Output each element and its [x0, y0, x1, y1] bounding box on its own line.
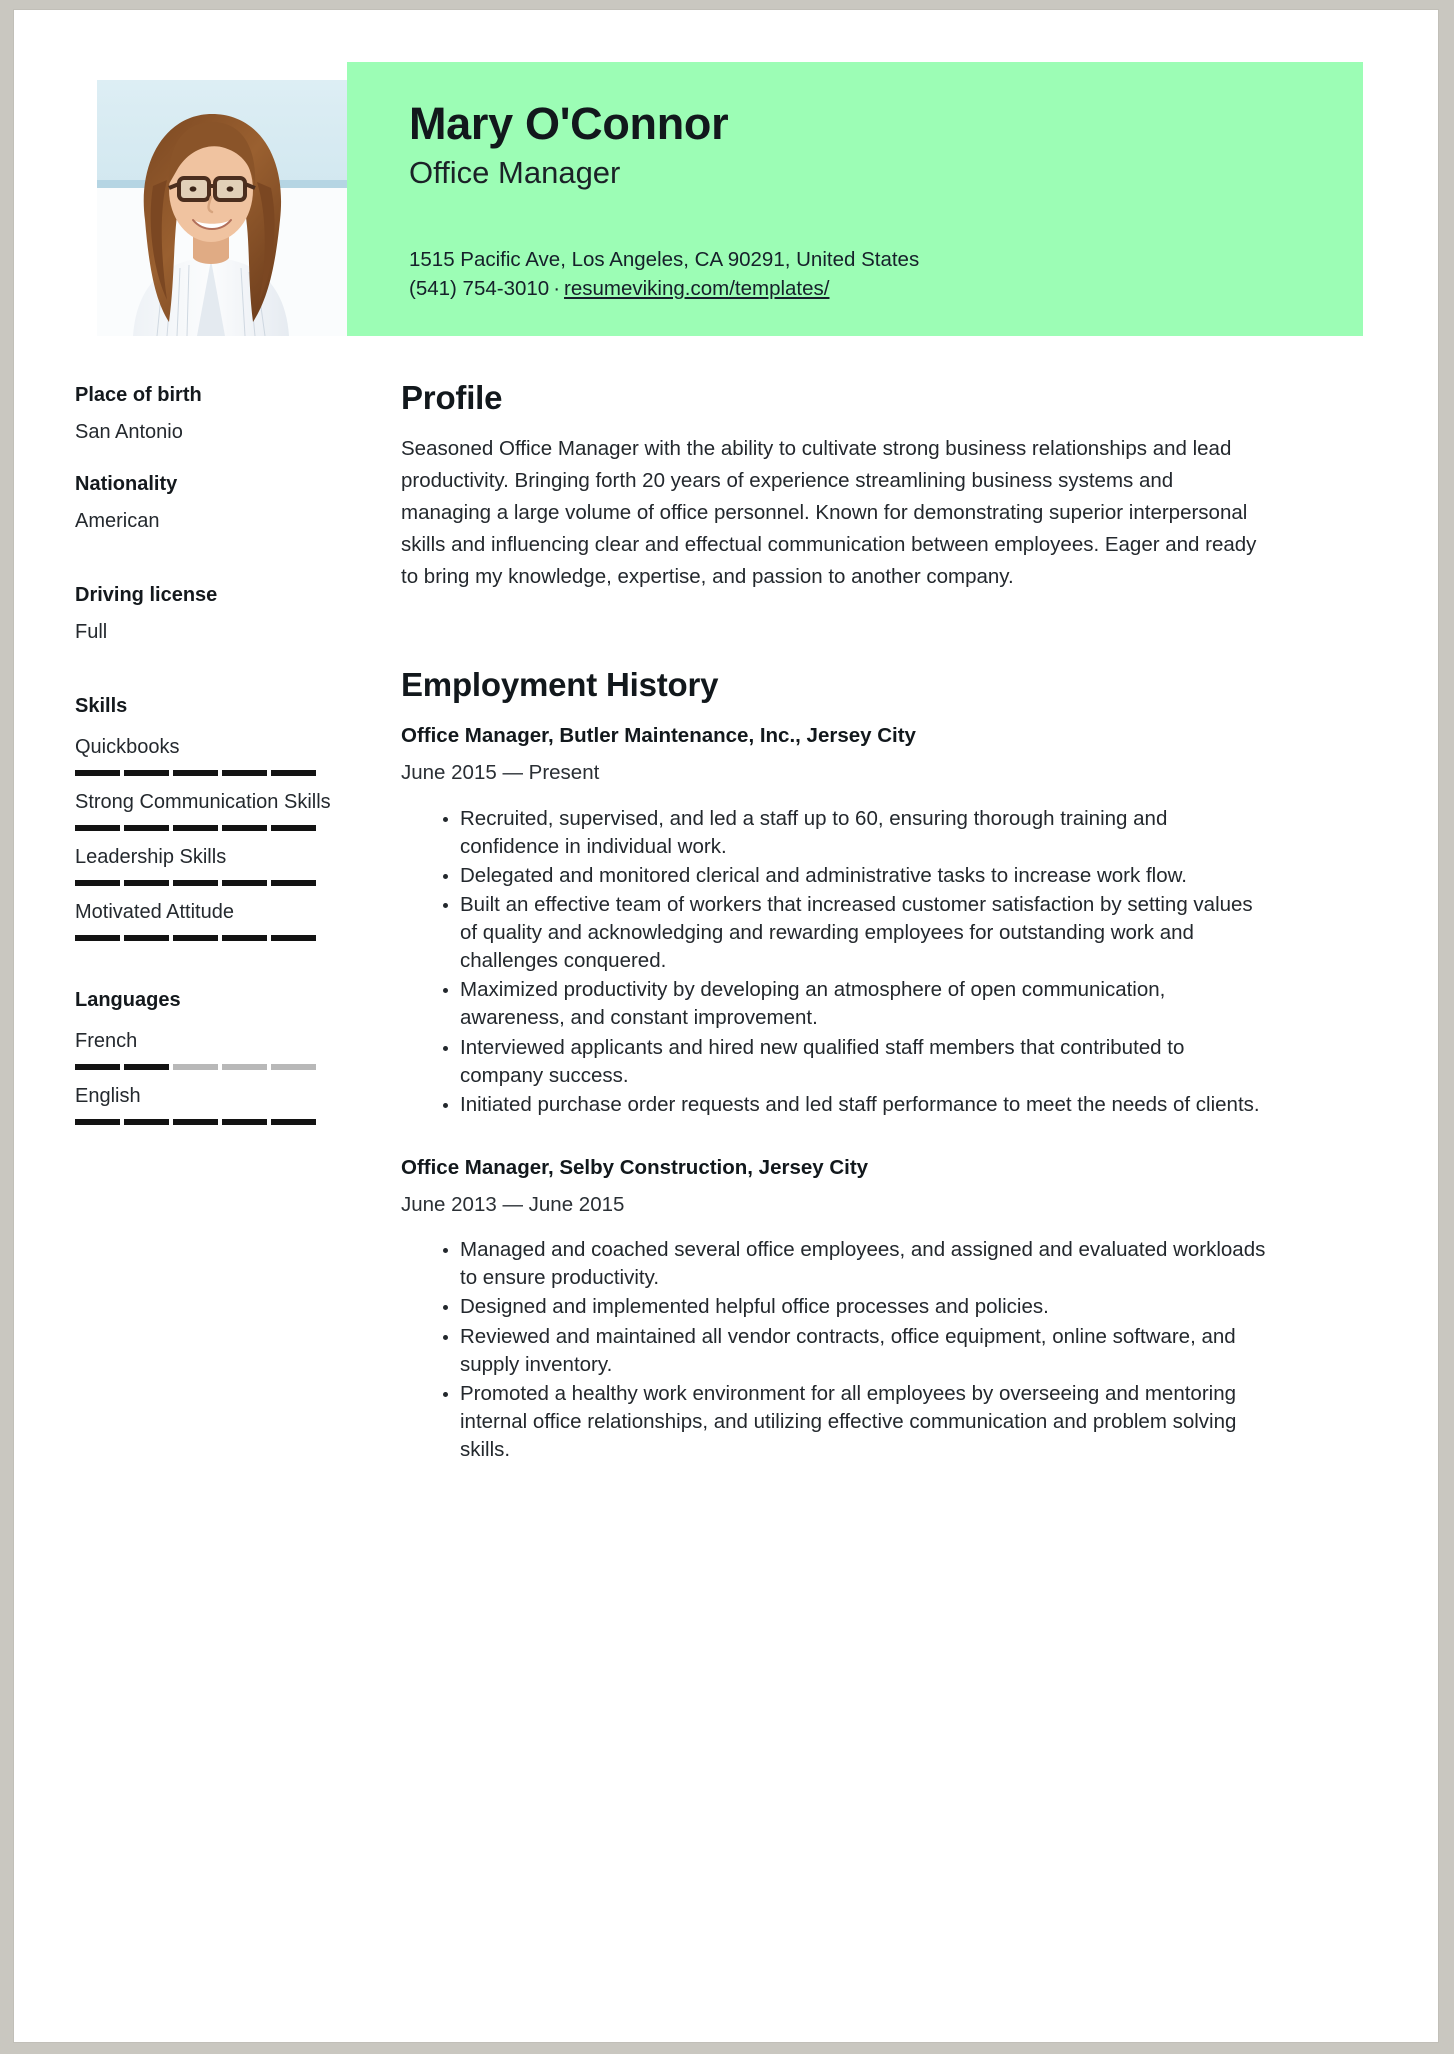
- spacer: [75, 447, 319, 469]
- driving-license-value: Full: [75, 621, 108, 643]
- level-segment: [222, 880, 267, 886]
- profile-heading: Profile: [401, 379, 503, 416]
- skills-level-bar: [75, 770, 316, 776]
- page-title: Mary O'Connor: [409, 98, 729, 149]
- job-bullet: Recruited, supervised, and led a staff up to 60, ensuring thorough training and confidence in individual work.: [443, 805, 1266, 861]
- header-accent-panel: [347, 62, 1363, 336]
- nationality-value: American: [75, 510, 160, 532]
- skills-level-bar: [75, 825, 316, 831]
- skills-name: Quickbooks: [75, 736, 180, 758]
- skills-level-bar: [75, 880, 316, 886]
- level-segment: [271, 935, 316, 941]
- skills-name: Leadership Skills: [75, 846, 227, 868]
- skills-level-bar: [75, 935, 316, 941]
- level-segment: [124, 880, 169, 886]
- detail-driving-license: [75, 580, 319, 647]
- level-segment: [75, 770, 120, 776]
- level-segment: [271, 825, 316, 831]
- level-segment: [271, 1119, 316, 1125]
- job-entry: [401, 1153, 1266, 1464]
- level-segment: [222, 935, 267, 941]
- languages-list: [75, 1027, 319, 1125]
- profile-section: [401, 380, 1266, 593]
- job-entry-date: June 2015 — Present: [401, 761, 600, 785]
- jobs-list: [401, 721, 1266, 1463]
- level-segment: [173, 1119, 218, 1125]
- level-segment: [124, 1119, 169, 1125]
- profile-text: Seasoned Office Manager with the ability to cultivate strong business relationships and lead productivity. Bringing forth 20 years of experience streamlining business systems and managing a large volume of office personnel. Known for demonstrating superior interpersonal skills and influencing clear and effectual communication between employees. Eager and ready to bring my knowledge, expertise, and passion to another company.: [401, 437, 1257, 589]
- level-segment: [271, 880, 316, 886]
- skills-item: [75, 898, 319, 941]
- phone-text: (541) 754-3010: [409, 277, 550, 301]
- job-bullet: Designed and implemented helpful office processes and policies.: [443, 1293, 1266, 1321]
- level-segment: [173, 770, 218, 776]
- level-segment: [222, 825, 267, 831]
- level-segment: [124, 1064, 169, 1070]
- resume-header: [75, 62, 1363, 336]
- contact-separator: ·: [553, 277, 561, 301]
- job-entry: [401, 721, 1266, 1118]
- languages-level-bar: [75, 1119, 316, 1125]
- level-segment: [173, 825, 218, 831]
- spacer: [75, 536, 319, 580]
- skills-item: [75, 788, 331, 831]
- spacer: [401, 593, 1266, 667]
- skills-item: [75, 843, 319, 886]
- level-segment: [124, 825, 169, 831]
- languages-level-bar: [75, 1064, 316, 1070]
- job-title-subtitle: Office Manager: [409, 154, 621, 190]
- nationality-label: Nationality: [75, 473, 178, 495]
- job-entry-title: Office Manager, Selby Construction, Jersey City: [401, 1155, 869, 1179]
- level-segment: [173, 1064, 218, 1070]
- place-of-birth-value: San Antonio: [75, 421, 183, 443]
- job-entry-title: Office Manager, Butler Maintenance, Inc., Jersey City: [401, 724, 916, 748]
- level-segment: [75, 1064, 120, 1070]
- level-segment: [124, 770, 169, 776]
- place-of-birth-label: Place of birth: [75, 384, 202, 406]
- spacer: [75, 647, 319, 691]
- job-bullet: Promoted a healthy work environment for all employees by overseeing and mentoring internal office relationships, and utilizing effective communication and problem solving skills.: [443, 1380, 1266, 1464]
- languages-name: French: [75, 1030, 138, 1052]
- level-segment: [222, 1064, 267, 1070]
- job-bullet: Maximized productivity by developing an atmosphere of open communication, awareness, and constant improvement.: [443, 976, 1266, 1032]
- languages-item: [75, 1027, 319, 1070]
- languages-heading: Languages: [75, 989, 181, 1011]
- job-bullet: Built an effective team of workers that increased customer satisfaction by setting values of quality and acknowledging and rewarding employees for outstanding work and challenges conquered.: [443, 891, 1266, 975]
- level-segment: [271, 1064, 316, 1070]
- level-segment: [173, 935, 218, 941]
- skills-name: Motivated Attitude: [75, 901, 234, 923]
- employment-history-section: [401, 667, 1266, 1464]
- main-content: [401, 380, 1266, 1465]
- skills-section: [75, 691, 331, 941]
- spacer: [75, 941, 319, 985]
- skills-item: [75, 733, 319, 776]
- address-line: 1515 Pacific Ave, Los Angeles, CA 90291, United States: [409, 248, 920, 271]
- skills-heading: Skills: [75, 695, 128, 717]
- resume-sheet: [14, 10, 1438, 2042]
- job-bullet: Managed and coached several office employees, and assigned and evaluated workloads to ensure productivity.: [443, 1236, 1266, 1292]
- profile-photo-illustration: [75, 62, 347, 336]
- languages-name: English: [75, 1085, 141, 1107]
- sidebar: [75, 380, 331, 1125]
- level-segment: [271, 770, 316, 776]
- languages-item: [75, 1082, 319, 1125]
- level-segment: [75, 880, 120, 886]
- employment-history-heading: Employment History: [401, 666, 719, 704]
- level-segment: [173, 880, 218, 886]
- avatar: [75, 62, 347, 336]
- level-segment: [124, 935, 169, 941]
- phone-and-website-line: [409, 274, 919, 303]
- driving-license-label: Driving license: [75, 584, 218, 606]
- job-bullet: Delegated and monitored clerical and administrative tasks to increase work flow.: [443, 862, 1266, 890]
- level-segment: [75, 825, 120, 831]
- languages-section: [75, 985, 319, 1125]
- skills-name: Strong Communication Skills: [75, 791, 331, 813]
- contact-block: [409, 245, 919, 303]
- detail-place-of-birth: [75, 380, 319, 447]
- job-bullet: Interviewed applicants and hired new qualified staff members that contributed to company success.: [443, 1034, 1266, 1090]
- level-segment: [75, 1119, 120, 1125]
- job-entry-bullets: [401, 1236, 1266, 1464]
- skills-list: [75, 733, 331, 941]
- level-segment: [222, 1119, 267, 1125]
- job-bullet: Initiated purchase order requests and led staff performance to meet the needs of clients.: [443, 1091, 1266, 1119]
- job-entry-bullets: [401, 805, 1266, 1119]
- level-segment: [222, 770, 267, 776]
- job-bullet: Reviewed and maintained all vendor contracts, office equipment, online software, and supply inventory.: [443, 1323, 1266, 1379]
- website-link[interactable]: resumeviking.com/templates/: [564, 277, 830, 301]
- job-entry-date: June 2013 — June 2015: [401, 1192, 625, 1216]
- level-segment: [75, 935, 120, 941]
- detail-nationality: [75, 469, 319, 536]
